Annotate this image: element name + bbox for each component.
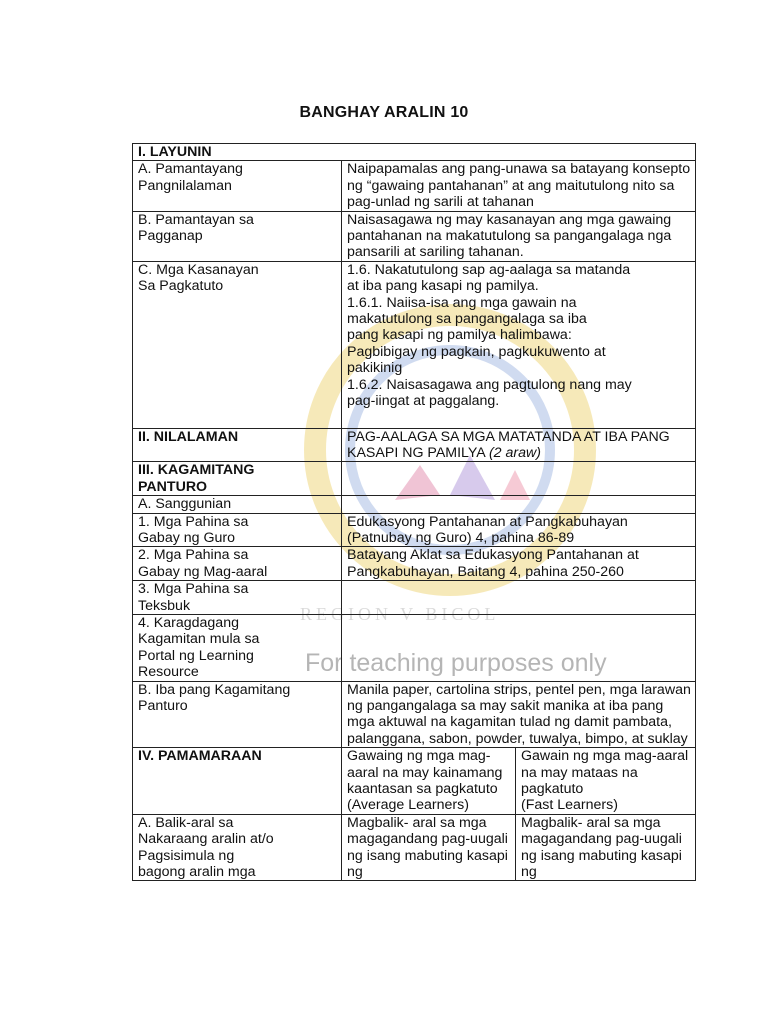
table-row — [133, 581, 696, 615]
kasanayan-label: C. Mga Kasanayan Sa Pagkatuto — [133, 261, 342, 428]
balik-aral-average: Magbalik- aral sa mga magagandang pag-uugali ng isang mabuting kasapi ng — [342, 814, 516, 881]
karagdagang-kagamitan-label: 4. Karagdagang Kagamitan mula sa Portal ng Learning Resource — [133, 614, 342, 681]
empty-cell — [342, 462, 696, 496]
nilalaman-value — [342, 428, 696, 462]
table-row — [133, 614, 696, 681]
nilalaman-topic: PAG-AALAGA SA MGA MATATANDA AT IBA PANG KASAPI NG PAMILYA — [347, 428, 670, 461]
pamantayang-pangnilalaman-label: A. Pamantayang Pangnilalaman — [133, 161, 342, 211]
iba-pang-kagamitan-label: B. Iba pang Kagamitang Panturo — [133, 681, 342, 748]
table-row — [133, 748, 696, 815]
average-learners-header: Gawaing ng mga mag-aaral na may kainamang kaantasan sa pagkatuto (Average Learners) — [342, 748, 516, 815]
document-title: BANGHAY ARALIN 10 — [299, 104, 469, 121]
pamantayan-pagganap-value: Naisasagawa ng may kasanayan ang mga gawaing pantahanan na makatutulong sa pangangalaga nga pansarili at sariling tahanan. — [342, 211, 696, 261]
balik-aral-fast: Magbalik- aral sa mga magagandang pag-uugali ng isang mabuting kasapi ng — [516, 814, 696, 881]
table-row — [133, 496, 696, 513]
table-row — [133, 547, 696, 581]
gabay-mag-aaral-label: 2. Mga Pahina sa Gabay ng Mag-aaral — [133, 547, 342, 581]
iba-pang-kagamitan-value: Manila paper, cartolina strips, pentel pen, mga larawan ng pangangalaga sa may sakit manika at iba pang mga aktuwal na kagamitan tulad ng damit pambata, palanggana, sabon, powder, tuwalya, bimpo, at suklay — [342, 681, 696, 748]
pamamaraan-heading: IV. PAMAMARAAN — [133, 748, 342, 815]
pamantayan-pagganap-label: B. Pamantayan sa Pagganap — [133, 211, 342, 261]
table-row — [133, 462, 696, 496]
table-row — [133, 513, 696, 547]
teksbuk-label: 3. Mga Pahina sa Teksbuk — [133, 581, 342, 615]
balik-aral-label: A. Balik-aral sa Nakaraang aralin at/o Pagsisimula ng bagong aralin mga — [133, 814, 342, 881]
gabay-guro-value: Edukasyong Pantahanan at Pangkabuhayan (Patnubay ng Guro) 4, pahina 86-89 — [342, 513, 696, 547]
sanggunian-label: A. Sanggunian — [133, 496, 342, 513]
table-row — [133, 144, 696, 161]
table-row — [133, 211, 696, 261]
empty-cell — [342, 496, 696, 513]
nilalaman-label: II. NILALAMAN — [133, 428, 342, 462]
gabay-mag-aaral-value: Batayang Aklat sa Edukasyong Pantahanan at Pangkabuhayan, Baitang 4, pahina 250-260 — [342, 547, 696, 581]
table-row — [133, 814, 696, 881]
table-row — [133, 261, 696, 428]
table-row — [133, 161, 696, 211]
pamantayang-pangnilalaman-value: Naipapamalas ang pang-unawa sa batayang konsepto ng “gawaing pantahanan” at ang maitutulong nito sa pag-unlad ng sarili at tahanan — [342, 161, 696, 211]
empty-cell — [342, 581, 696, 615]
table-row — [133, 681, 696, 748]
gabay-guro-label: 1. Mga Pahina sa Gabay ng Guro — [133, 513, 342, 547]
kasanayan-value: 1.6. Nakatutulong sap ag-aalaga sa matanda at iba pang kasapi ng pamilya. 1.6.1. Naiisa-isa ang mga gawain na makatutulong sa pangangalaga sa iba pang kasapi ng pamilya halimbawa: Pagbibigay ng pagkain, pagkukuwento at pakikinig 1.6.2. Naisasagawa ang pagtulong nang may pag-iingat at paggalang. — [342, 261, 696, 428]
teaching-purposes-watermark: For teaching purposes only — [305, 649, 607, 677]
lesson-plan-table — [132, 143, 696, 881]
layunin-heading: I. LAYUNIN — [133, 144, 696, 161]
kagamitan-heading: III. KAGAMITANG PANTURO — [133, 462, 342, 496]
table-row — [133, 428, 696, 462]
fast-learners-header: Gawain ng mga mag-aaral na may mataas na pagkatuto (Fast Learners) — [516, 748, 696, 815]
region-watermark: REGION V BICOL — [300, 604, 500, 624]
nilalaman-days: (2 araw) — [488, 444, 541, 461]
empty-cell — [342, 614, 696, 681]
